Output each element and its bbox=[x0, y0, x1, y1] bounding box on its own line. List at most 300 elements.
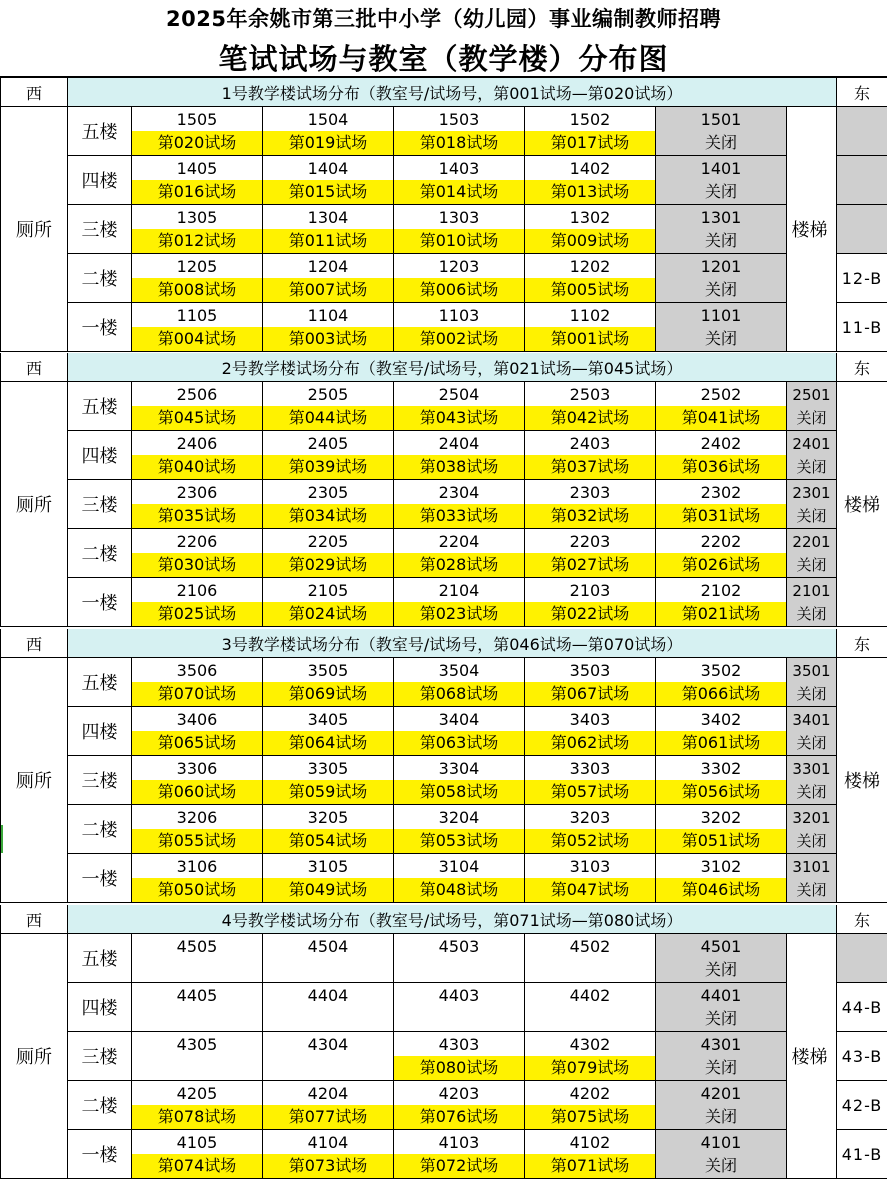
closed-room-cell bbox=[656, 983, 787, 1032]
floor-label: 四楼 bbox=[68, 707, 132, 756]
classroom-number: 3403 bbox=[569, 710, 611, 729]
east-room-label bbox=[837, 107, 887, 156]
classroom-number: 1103 bbox=[438, 306, 480, 325]
classroom-cell bbox=[394, 854, 525, 903]
closed-label: 关闭 bbox=[704, 1058, 737, 1077]
exam-room-number: 第028试场 bbox=[394, 553, 524, 577]
classroom-number: 2506 bbox=[176, 385, 218, 404]
classroom-number: 1504 bbox=[307, 110, 349, 129]
closed-room-number: 3401 bbox=[792, 711, 831, 729]
floor-label: 二楼 bbox=[68, 529, 132, 578]
classroom-cell bbox=[525, 303, 656, 352]
closed-label: 关闭 bbox=[704, 1107, 737, 1126]
classroom-cell bbox=[525, 431, 656, 480]
classroom-number: 2204 bbox=[438, 532, 480, 551]
exam-room-number: 第010试场 bbox=[394, 229, 524, 253]
floor-label: 五楼 bbox=[68, 934, 132, 983]
closed-label: 关闭 bbox=[704, 182, 737, 201]
exam-room-number: 第074试场 bbox=[132, 1154, 262, 1178]
exam-room-number: 第052试场 bbox=[525, 829, 655, 853]
classroom-number: 2106 bbox=[176, 581, 218, 600]
exam-room-number: 第041试场 bbox=[656, 406, 786, 430]
classroom-cell bbox=[132, 1032, 263, 1081]
classroom-cell bbox=[394, 205, 525, 254]
floor-label: 五楼 bbox=[68, 382, 132, 431]
classroom-cell bbox=[656, 431, 787, 480]
floor-label: 二楼 bbox=[68, 254, 132, 303]
exam-room-number: 第011试场 bbox=[263, 229, 393, 253]
closed-room-cell bbox=[787, 756, 837, 805]
classroom-cell bbox=[132, 303, 263, 352]
exam-room-number: 第022试场 bbox=[525, 602, 655, 626]
closed-label: 关闭 bbox=[704, 133, 737, 152]
exam-room-number: 第073试场 bbox=[263, 1154, 393, 1178]
exam-room-number: 第027试场 bbox=[525, 553, 655, 577]
classroom-cell bbox=[394, 303, 525, 352]
exam-room-number: 第057试场 bbox=[525, 780, 655, 804]
exam-room-number: 第017试场 bbox=[525, 131, 655, 155]
closed-room-number: 1501 bbox=[700, 110, 742, 129]
exam-room-number: 第079试场 bbox=[525, 1056, 655, 1080]
classroom-cell bbox=[656, 578, 787, 627]
exam-room-number: 第018试场 bbox=[394, 131, 524, 155]
exam-room-number bbox=[263, 1056, 393, 1080]
classroom-cell bbox=[656, 854, 787, 903]
closed-room-cell bbox=[787, 382, 837, 431]
classroom-cell bbox=[132, 658, 263, 707]
classroom-cell bbox=[263, 205, 394, 254]
classroom-cell bbox=[394, 578, 525, 627]
classroom-number: 2305 bbox=[307, 483, 349, 502]
exam-room-number: 第026试场 bbox=[656, 553, 786, 577]
exam-room-number: 第048试场 bbox=[394, 878, 524, 902]
floor-label: 四楼 bbox=[68, 983, 132, 1032]
classroom-number: 4203 bbox=[438, 1084, 480, 1103]
closed-room-cell bbox=[787, 805, 837, 854]
closed-room-cell bbox=[787, 658, 837, 707]
classroom-cell bbox=[394, 1130, 525, 1179]
closed-label: 关闭 bbox=[796, 734, 827, 752]
classroom-number: 3104 bbox=[438, 857, 480, 876]
building-header: 3号教学楼试场分布（教室号/试场号，第046试场—第070试场） bbox=[68, 629, 837, 658]
classroom-cell bbox=[525, 854, 656, 903]
closed-label: 关闭 bbox=[704, 329, 737, 348]
classroom-cell bbox=[263, 529, 394, 578]
closed-label: 关闭 bbox=[796, 409, 827, 427]
classroom-number: 2503 bbox=[569, 385, 611, 404]
exam-room-number: 第013试场 bbox=[525, 180, 655, 204]
page-title: 2025年余姚市第三批中小学（幼儿园）事业编制教师招聘 bbox=[166, 7, 721, 31]
classroom-number: 4102 bbox=[569, 1133, 611, 1152]
building-header: 4号教学楼试场分布（教室号/试场号，第071试场—第080试场） bbox=[68, 905, 837, 934]
classroom-number: 2402 bbox=[700, 434, 742, 453]
east-label: 东 bbox=[837, 629, 887, 658]
floor-label: 三楼 bbox=[68, 480, 132, 529]
closed-room-number: 2201 bbox=[792, 533, 831, 551]
classroom-cell bbox=[263, 658, 394, 707]
classroom-cell bbox=[263, 578, 394, 627]
closed-room-number: 2301 bbox=[792, 484, 831, 502]
classroom-cell bbox=[394, 983, 525, 1032]
classroom-number: 1304 bbox=[307, 208, 349, 227]
classroom-number: 2303 bbox=[569, 483, 611, 502]
exam-room-number: 第069试场 bbox=[263, 682, 393, 706]
exam-room-number: 第076试场 bbox=[394, 1105, 524, 1129]
closed-room-number: 2101 bbox=[792, 582, 831, 600]
classroom-cell bbox=[132, 156, 263, 205]
classroom-cell bbox=[394, 382, 525, 431]
exam-room-number: 第009试场 bbox=[525, 229, 655, 253]
classroom-number: 4204 bbox=[307, 1084, 349, 1103]
floor-label: 三楼 bbox=[68, 756, 132, 805]
classroom-cell bbox=[394, 529, 525, 578]
classroom-cell bbox=[525, 756, 656, 805]
east-room-label bbox=[837, 934, 887, 983]
classroom-cell bbox=[263, 983, 394, 1032]
exam-room-number: 第051试场 bbox=[656, 829, 786, 853]
closed-room-number: 4301 bbox=[700, 1035, 742, 1054]
closed-label: 关闭 bbox=[704, 231, 737, 250]
classroom-number: 4503 bbox=[438, 937, 480, 956]
classroom-number: 4403 bbox=[438, 986, 480, 1005]
exam-room-number: 第060试场 bbox=[132, 780, 262, 804]
exam-room-number: 第038试场 bbox=[394, 455, 524, 479]
floor-label: 五楼 bbox=[68, 107, 132, 156]
classroom-cell bbox=[263, 431, 394, 480]
toilet-label: 厕所 bbox=[1, 658, 68, 903]
closed-label: 关闭 bbox=[796, 458, 827, 476]
classroom-number: 2504 bbox=[438, 385, 480, 404]
exam-room-number: 第006试场 bbox=[394, 278, 524, 302]
stairs-label: 楼梯 bbox=[837, 658, 887, 903]
exam-room-number: 第004试场 bbox=[132, 327, 262, 351]
classroom-cell bbox=[132, 578, 263, 627]
classroom-cell bbox=[132, 205, 263, 254]
closed-label: 关闭 bbox=[704, 1156, 737, 1175]
classroom-cell bbox=[263, 854, 394, 903]
classroom-cell bbox=[394, 658, 525, 707]
classroom-cell bbox=[525, 205, 656, 254]
classroom-cell bbox=[656, 707, 787, 756]
east-room-label: 11-B bbox=[837, 303, 887, 352]
exam-room-number: 第008试场 bbox=[132, 278, 262, 302]
classroom-number: 3504 bbox=[438, 661, 480, 680]
classroom-cell bbox=[525, 1081, 656, 1130]
classroom-number: 4103 bbox=[438, 1133, 480, 1152]
exam-room-number: 第039试场 bbox=[263, 455, 393, 479]
closed-room-cell bbox=[656, 934, 787, 983]
classroom-number: 4304 bbox=[307, 1035, 349, 1054]
exam-room-number: 第012试场 bbox=[132, 229, 262, 253]
closed-label: 关闭 bbox=[796, 881, 827, 899]
closed-room-number: 4501 bbox=[700, 937, 742, 956]
classroom-number: 3305 bbox=[307, 759, 349, 778]
classroom-number: 3106 bbox=[176, 857, 218, 876]
exam-room-number: 第064试场 bbox=[263, 731, 393, 755]
closed-room-cell bbox=[656, 254, 787, 303]
floor-label: 四楼 bbox=[68, 431, 132, 480]
classroom-cell bbox=[656, 529, 787, 578]
classroom-number: 4405 bbox=[176, 986, 218, 1005]
floor-label: 一楼 bbox=[68, 854, 132, 903]
exam-room-number: 第015试场 bbox=[263, 180, 393, 204]
classroom-cell bbox=[394, 805, 525, 854]
toilet-label: 厕所 bbox=[1, 107, 68, 352]
classroom-number: 3406 bbox=[176, 710, 218, 729]
classroom-number: 3204 bbox=[438, 808, 480, 827]
classroom-number: 1105 bbox=[176, 306, 218, 325]
classroom-number: 3304 bbox=[438, 759, 480, 778]
closed-room-cell bbox=[787, 578, 837, 627]
classroom-number: 3402 bbox=[700, 710, 742, 729]
classroom-cell bbox=[132, 934, 263, 983]
exam-room-number: 第023试场 bbox=[394, 602, 524, 626]
classroom-number: 3502 bbox=[700, 661, 742, 680]
classroom-cell bbox=[263, 805, 394, 854]
classroom-number: 2202 bbox=[700, 532, 742, 551]
classroom-cell bbox=[525, 983, 656, 1032]
classroom-number: 4505 bbox=[176, 937, 218, 956]
exam-room-number: 第042试场 bbox=[525, 406, 655, 430]
classroom-cell bbox=[263, 156, 394, 205]
exam-room-number: 第020试场 bbox=[132, 131, 262, 155]
exam-room-number: 第029试场 bbox=[263, 553, 393, 577]
floor-label: 二楼 bbox=[68, 1081, 132, 1130]
classroom-number: 4202 bbox=[569, 1084, 611, 1103]
closed-label: 关闭 bbox=[796, 556, 827, 574]
classroom-cell bbox=[525, 254, 656, 303]
classroom-cell bbox=[132, 382, 263, 431]
east-room-label bbox=[837, 156, 887, 205]
classroom-cell bbox=[525, 382, 656, 431]
exam-room-number: 第055试场 bbox=[132, 829, 262, 853]
classroom-cell bbox=[132, 107, 263, 156]
closed-label: 关闭 bbox=[704, 960, 737, 979]
exam-room-number: 第032试场 bbox=[525, 504, 655, 528]
toilet-label: 厕所 bbox=[1, 934, 68, 1179]
closed-label: 关闭 bbox=[796, 605, 827, 623]
classroom-number: 3306 bbox=[176, 759, 218, 778]
classroom-number: 1102 bbox=[569, 306, 611, 325]
east-room-label: 43-B bbox=[837, 1032, 887, 1081]
classroom-number: 1202 bbox=[569, 257, 611, 276]
classroom-cell bbox=[394, 1081, 525, 1130]
exam-room-number: 第072试场 bbox=[394, 1154, 524, 1178]
classroom-number: 1205 bbox=[176, 257, 218, 276]
classroom-cell bbox=[525, 529, 656, 578]
floor-label: 三楼 bbox=[68, 205, 132, 254]
classroom-cell bbox=[263, 934, 394, 983]
classroom-number: 2205 bbox=[307, 532, 349, 551]
exam-room-number: 第061试场 bbox=[656, 731, 786, 755]
exam-room-number bbox=[132, 958, 262, 982]
exam-room-number: 第024试场 bbox=[263, 602, 393, 626]
floor-label: 一楼 bbox=[68, 303, 132, 352]
classroom-number: 2502 bbox=[700, 385, 742, 404]
exam-room-number: 第045试场 bbox=[132, 406, 262, 430]
classroom-number: 2304 bbox=[438, 483, 480, 502]
stairs-label: 楼梯 bbox=[837, 382, 887, 627]
classroom-number: 4305 bbox=[176, 1035, 218, 1054]
closed-room-number: 2401 bbox=[792, 435, 831, 453]
exam-room-number: 第019试场 bbox=[263, 131, 393, 155]
classroom-cell bbox=[132, 983, 263, 1032]
classroom-cell bbox=[132, 707, 263, 756]
exam-room-number: 第070试场 bbox=[132, 682, 262, 706]
classroom-cell bbox=[263, 707, 394, 756]
closed-room-cell bbox=[656, 303, 787, 352]
stairs-label: 楼梯 bbox=[783, 107, 837, 352]
classroom-cell bbox=[394, 480, 525, 529]
closed-room-cell bbox=[787, 529, 837, 578]
exam-room-number bbox=[525, 1007, 655, 1031]
classroom-number: 3302 bbox=[700, 759, 742, 778]
exam-room-number: 第040试场 bbox=[132, 455, 262, 479]
classroom-number: 3405 bbox=[307, 710, 349, 729]
classroom-number: 2302 bbox=[700, 483, 742, 502]
closed-room-number: 4401 bbox=[700, 986, 742, 1005]
closed-room-cell bbox=[656, 156, 787, 205]
exam-room-number bbox=[263, 958, 393, 982]
classroom-cell bbox=[132, 756, 263, 805]
classroom-number: 4302 bbox=[569, 1035, 611, 1054]
classroom-cell bbox=[263, 382, 394, 431]
exam-room-number bbox=[263, 1007, 393, 1031]
classroom-cell bbox=[656, 382, 787, 431]
exam-room-number bbox=[394, 958, 524, 982]
classroom-number: 3102 bbox=[700, 857, 742, 876]
west-label: 西 bbox=[1, 905, 68, 934]
classroom-cell bbox=[263, 107, 394, 156]
exam-room-number: 第059试场 bbox=[263, 780, 393, 804]
classroom-number: 2105 bbox=[307, 581, 349, 600]
classroom-cell bbox=[525, 658, 656, 707]
exam-room-number: 第001试场 bbox=[525, 327, 655, 351]
classroom-number: 3506 bbox=[176, 661, 218, 680]
classroom-cell bbox=[525, 1032, 656, 1081]
classroom-number: 4504 bbox=[307, 937, 349, 956]
exam-room-number: 第025试场 bbox=[132, 602, 262, 626]
east-room-label bbox=[837, 205, 887, 254]
east-label: 东 bbox=[837, 353, 887, 382]
classroom-number: 1405 bbox=[176, 159, 218, 178]
classroom-cell bbox=[132, 431, 263, 480]
closed-room-number: 3101 bbox=[792, 858, 831, 876]
building-header: 2号教学楼试场分布（教室号/试场号，第021试场—第045试场） bbox=[68, 353, 837, 382]
classroom-cell bbox=[525, 107, 656, 156]
classroom-cell bbox=[656, 480, 787, 529]
floor-label: 二楼 bbox=[68, 805, 132, 854]
east-room-label: 12-B bbox=[837, 254, 887, 303]
exam-room-number: 第035试场 bbox=[132, 504, 262, 528]
classroom-cell bbox=[656, 756, 787, 805]
exam-room-number bbox=[394, 1007, 524, 1031]
classroom-cell bbox=[656, 805, 787, 854]
east-label: 东 bbox=[837, 78, 887, 107]
floor-label: 一楼 bbox=[68, 578, 132, 627]
exam-room-number: 第030试场 bbox=[132, 553, 262, 577]
classroom-number: 4303 bbox=[438, 1035, 480, 1054]
classroom-number: 1404 bbox=[307, 159, 349, 178]
classroom-number: 1303 bbox=[438, 208, 480, 227]
closed-room-cell bbox=[656, 1032, 787, 1081]
classroom-cell bbox=[263, 1032, 394, 1081]
closed-room-cell bbox=[656, 1130, 787, 1179]
exam-room-number: 第033试场 bbox=[394, 504, 524, 528]
classroom-number: 2406 bbox=[176, 434, 218, 453]
classroom-number: 4502 bbox=[569, 937, 611, 956]
west-label: 西 bbox=[1, 353, 68, 382]
classroom-cell bbox=[394, 934, 525, 983]
exam-room-number: 第062试场 bbox=[525, 731, 655, 755]
exam-room-number: 第056试场 bbox=[656, 780, 786, 804]
exam-room-number: 第002试场 bbox=[394, 327, 524, 351]
classroom-number: 2405 bbox=[307, 434, 349, 453]
classroom-cell bbox=[132, 1130, 263, 1179]
classroom-cell bbox=[394, 156, 525, 205]
exam-room-number: 第053试场 bbox=[394, 829, 524, 853]
west-label: 西 bbox=[1, 629, 68, 658]
classroom-number: 2505 bbox=[307, 385, 349, 404]
classroom-number: 1204 bbox=[307, 257, 349, 276]
building-header: 1号教学楼试场分布（教室号/试场号，第001试场—第020试场） bbox=[68, 78, 837, 107]
classroom-cell bbox=[394, 107, 525, 156]
building-section bbox=[0, 78, 887, 352]
exam-room-number: 第080试场 bbox=[394, 1056, 524, 1080]
east-room-label: 42-B bbox=[837, 1081, 887, 1130]
exam-room-number: 第016试场 bbox=[132, 180, 262, 204]
exam-room-number bbox=[132, 1007, 262, 1031]
classroom-cell bbox=[263, 254, 394, 303]
closed-room-number: 4201 bbox=[700, 1084, 742, 1103]
classroom-cell bbox=[394, 431, 525, 480]
floor-label: 三楼 bbox=[68, 1032, 132, 1081]
exam-room-number: 第071试场 bbox=[525, 1154, 655, 1178]
building-section bbox=[0, 353, 887, 627]
classroom-cell bbox=[132, 480, 263, 529]
classroom-cell bbox=[525, 578, 656, 627]
classroom-number: 3503 bbox=[569, 661, 611, 680]
exam-room-number: 第065试场 bbox=[132, 731, 262, 755]
classroom-cell bbox=[656, 658, 787, 707]
closed-room-number: 1301 bbox=[700, 208, 742, 227]
exam-room-number: 第043试场 bbox=[394, 406, 524, 430]
classroom-cell bbox=[263, 1130, 394, 1179]
east-label: 东 bbox=[837, 905, 887, 934]
classroom-cell bbox=[525, 156, 656, 205]
closed-label: 关闭 bbox=[796, 783, 827, 801]
classroom-cell bbox=[525, 934, 656, 983]
classroom-cell bbox=[132, 805, 263, 854]
closed-room-cell bbox=[656, 107, 787, 156]
classroom-number: 3103 bbox=[569, 857, 611, 876]
classroom-number: 4404 bbox=[307, 986, 349, 1005]
closed-room-cell bbox=[787, 431, 837, 480]
classroom-cell bbox=[263, 1081, 394, 1130]
classroom-number: 2206 bbox=[176, 532, 218, 551]
closed-room-number: 3501 bbox=[792, 662, 831, 680]
classroom-number: 1503 bbox=[438, 110, 480, 129]
exam-room-number: 第021试场 bbox=[656, 602, 786, 626]
classroom-number: 4402 bbox=[569, 986, 611, 1005]
closed-room-cell bbox=[656, 1081, 787, 1130]
building-section bbox=[0, 629, 887, 903]
classroom-cell bbox=[394, 254, 525, 303]
closed-label: 关闭 bbox=[796, 507, 827, 525]
floor-label: 一楼 bbox=[68, 1130, 132, 1179]
exam-room-number: 第049试场 bbox=[263, 878, 393, 902]
closed-room-number: 3301 bbox=[792, 760, 831, 778]
